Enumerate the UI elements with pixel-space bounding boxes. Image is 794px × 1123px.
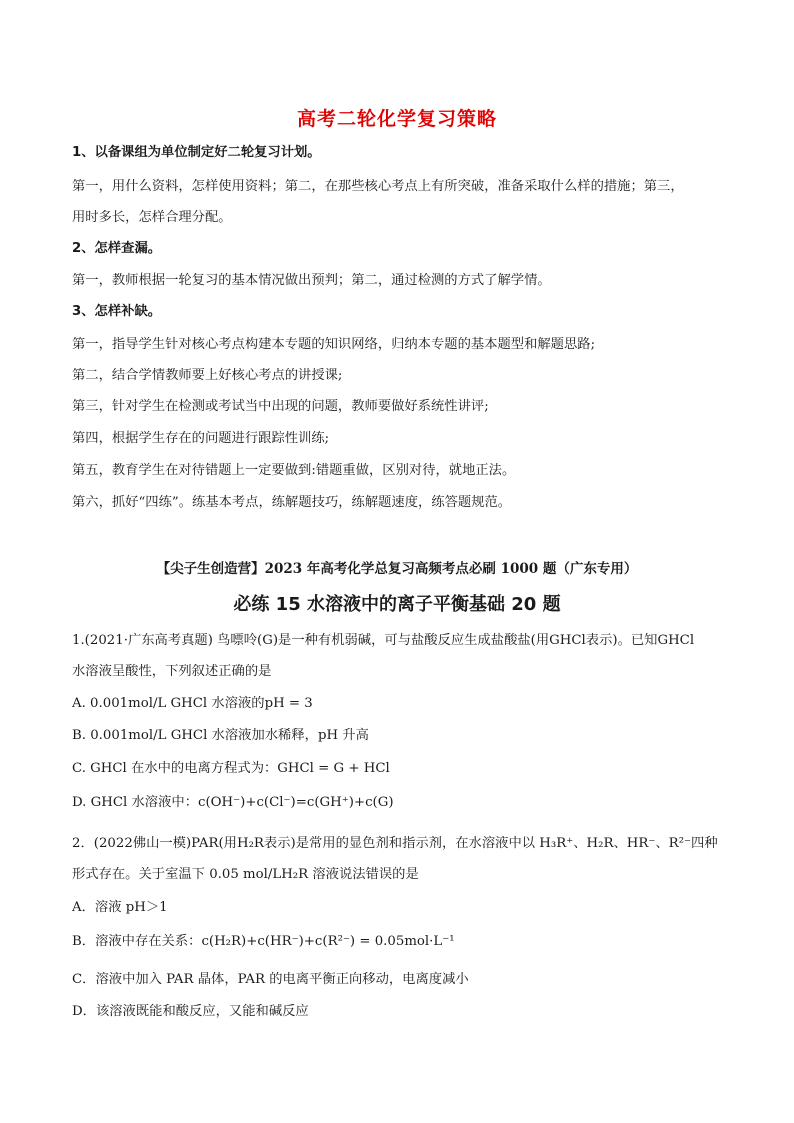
paragraph-1-line-2: 用时多长，怎样合理分配。 xyxy=(72,210,232,225)
question-2-option-a: A．溶液 pH＞1 xyxy=(72,900,168,915)
question-2-option-d: D．该溶液既能和酸反应，又能和碱反应 xyxy=(72,1004,309,1019)
strategy-title: 高考二轮化学复习策略 xyxy=(296,108,497,130)
list-item: 第六，抓好“四练”。练基本考点，练解题技巧，练解题速度，练答题规范。 xyxy=(72,495,512,510)
question-1-stem-line-2: 水溶液呈酸性，下列叙述正确的是 xyxy=(72,664,272,679)
section-heading-1: 1、以备课组为单位制定好二轮复习计划。 xyxy=(72,145,321,160)
question-1-option-a: A. 0.001mol/L GHCl 水溶液的pH = 3 xyxy=(72,696,313,711)
question-1-option-c: C. GHCl 在水中的电离方程式为：GHCl = G + HCl xyxy=(72,761,390,776)
question-2-stem-line-2: 形式存在。关于室温下 0.05 mol/LH₂R 溶液说法错误的是 xyxy=(72,867,419,882)
question-1-stem-line-1: 1.(2021·广东高考真题) 鸟嘌呤(G)是一种有机弱碱，可与盐酸反应生成盐酸盐(用GHCl表示)。已知GHCl xyxy=(72,633,695,648)
list-item: 第一，指导学生针对核心考点构建本专题的知识网络，归纳本专题的基本题型和解题思路; xyxy=(72,337,596,352)
list-item: 第三，针对学生在检测或考试当中出现的问题，教师要做好系统性讲评; xyxy=(72,399,489,414)
paragraph-1-line-1: 第一，用什么资料，怎样使用资料；第二，在那些核心考点上有所突破，准备采取什么样的措施；第三， xyxy=(72,179,684,194)
question-1-option-d: D. GHCl 水溶液中：c(OH⁻)+c(Cl⁻)=c(GH⁺)+c(G) xyxy=(72,795,394,810)
paragraph-2: 第一，教师根据一轮复习的基本情况做出预判；第二，通过检测的方式了解学情。 xyxy=(72,273,551,288)
section-heading-3: 3、怎样补缺。 xyxy=(72,304,162,319)
question-2-option-c: C．溶液中加入 PAR 晶体，PAR 的电离平衡正向移动，电离度减小 xyxy=(72,972,469,987)
list-item: 第四，根据学生存在的问题进行跟踪性训练; xyxy=(72,431,330,446)
list-item: 第五，教育学生在对待错题上一定要做到:错题重做，区别对待，就地正法。 xyxy=(72,463,516,478)
series-banner: 【尖子生创造营】2023 年高考化学总复习高频考点必刷 1000 题（广东专用） xyxy=(156,561,638,577)
list-item: 第二，结合学情教师要上好核心考点的讲授课; xyxy=(72,368,343,383)
question-1-option-b: B. 0.001mol/L GHCl 水溶液加水稀释，pH 升高 xyxy=(72,728,369,743)
question-2-option-b: B．溶液中存在关系：c(H₂R)+c(HR⁻)+c(R²⁻) = 0.05mol·L⁻¹ xyxy=(72,934,455,949)
section-heading-2: 2、怎样查漏。 xyxy=(72,241,162,256)
question-2-stem-line-1: 2．(2022佛山一模)PAR(用H₂R表示)是常用的显色剂和指示剂，在水溶液中以 H₃R⁺、H₂R、HR⁻、R²⁻四种 xyxy=(72,836,718,851)
exercise-title: 必练 15 水溶液中的离子平衡基础 20 题 xyxy=(233,594,561,615)
